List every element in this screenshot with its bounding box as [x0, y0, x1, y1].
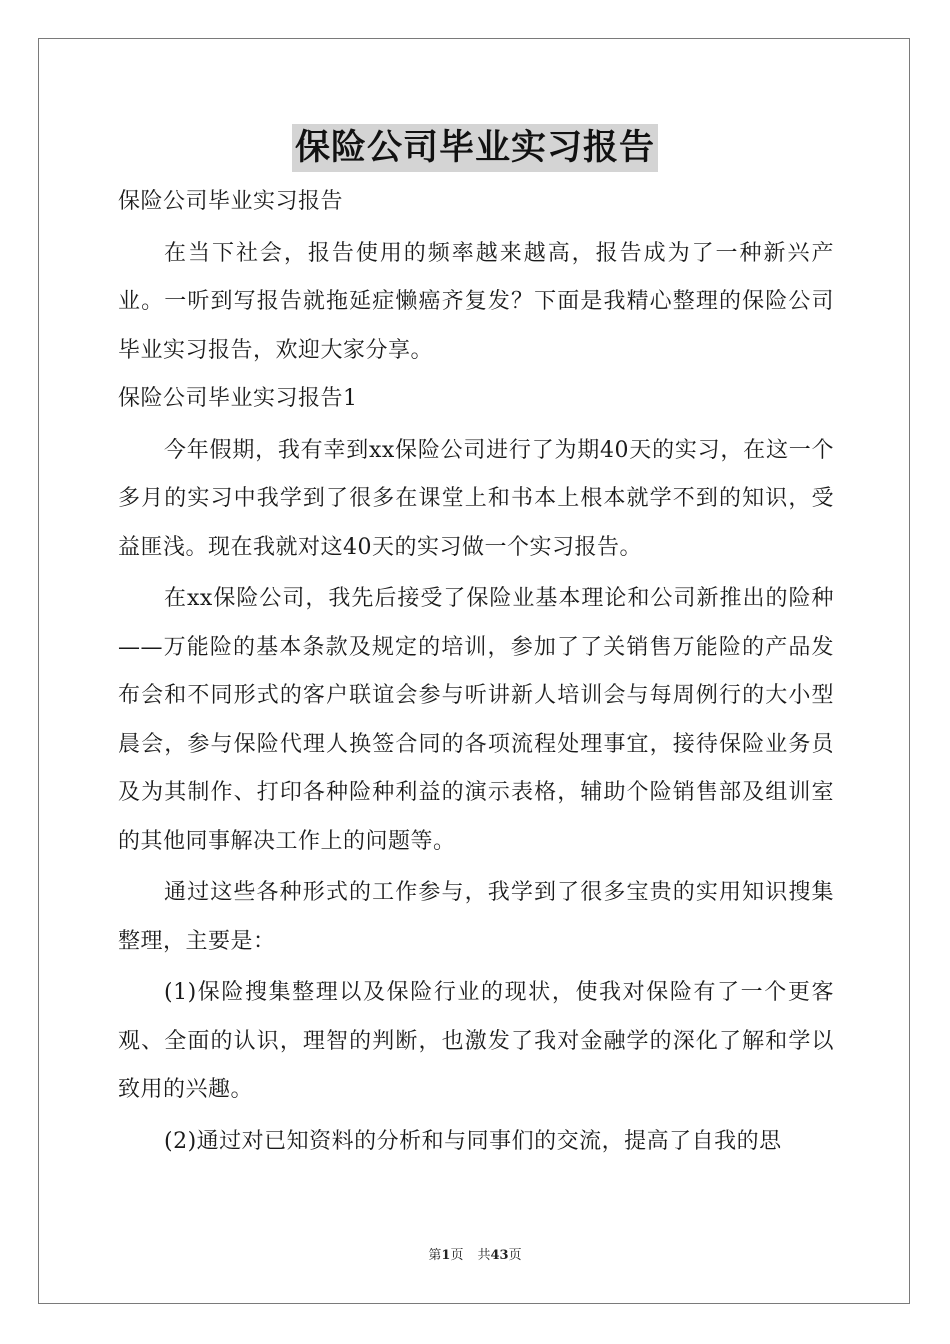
- title-wrap: [0, 124, 950, 172]
- document-subtitle: 保险公司毕业实习报告: [118, 189, 344, 214]
- total-page-count: 43: [490, 1248, 509, 1263]
- intro-paragraph: 在当下社会，报告使用的频率越来越高，报告成为了一种新兴产业。一听到写报告就拖延症懒癌齐复发？下面是我精心整理的保险公司毕业实习报告，欢迎大家分享。: [118, 240, 834, 363]
- current-page-number: 1: [441, 1248, 451, 1263]
- section-heading: 保险公司毕业实习报告1: [118, 386, 358, 411]
- page-number-suffix: 页: [450, 1248, 464, 1263]
- total-pages-prefix: 共: [477, 1248, 491, 1263]
- document-title: 保险公司毕业实习报告: [292, 124, 658, 172]
- body-paragraph: 通过这些各种形式的工作参与，我学到了很多宝贵的实用知识搜集整理，主要是：: [118, 880, 834, 954]
- document-body: [118, 178, 834, 1166]
- total-pages-suffix: 页: [508, 1248, 522, 1263]
- body-paragraph: (1)保险搜集整理以及保险行业的现状，使我对保险有了一个更客观、全面的认识，理智的判断，也激发了我对金融学的深化了解和学以致用的兴趣。: [118, 980, 834, 1102]
- page-footer: [0, 1244, 950, 1263]
- body-paragraph: (2)通过对已知资料的分析和与同事们的交流，提高了自我的思: [164, 1128, 782, 1154]
- body-paragraph: 在xx保险公司，我先后接受了保险业基本理论和公司新推出的险种——万能险的基本条款及规定的培训，参加了了关销售万能险的产品发布会和不同形式的客户联谊会参与听讲新人培训会与每周例行的大小型晨会，参与保险代理人换签合同的各项流程处理事宜，接待保险业务员及为其制作、打印各种险种利益的演示表格，辅助个险销售部及组训室的其他同事解决工作上的问题等。: [118, 586, 834, 854]
- body-paragraph: 今年假期，我有幸到xx保险公司进行了为期40天的实习，在这一个多月的实习中我学到了很多在课堂上和书本上根本就学不到的知识，受益匪浅。现在我就对这40天的实习做一个实习报告。: [118, 437, 834, 560]
- page-number-prefix: 第: [428, 1248, 442, 1263]
